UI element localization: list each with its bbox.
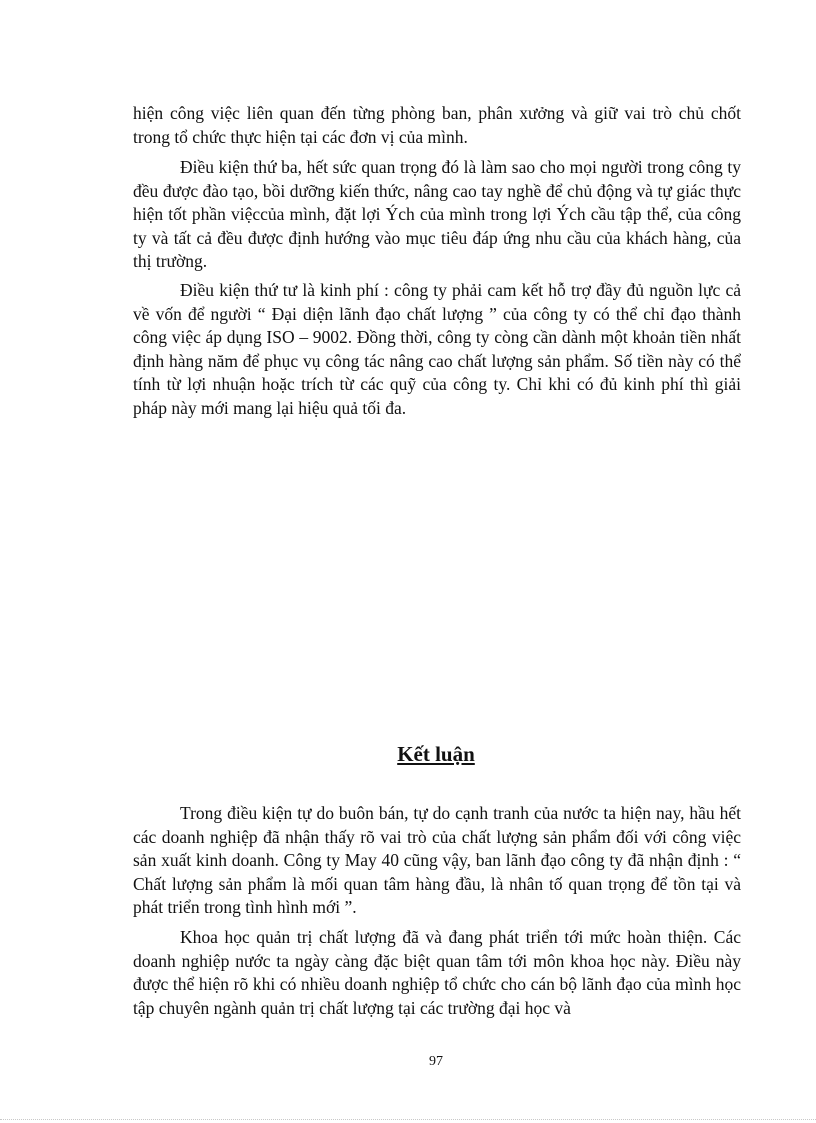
section-heading-conclusion: Kết luận [397,742,475,766]
paragraph-condition-four: Điều kiện thứ tư là kinh phí : công ty phải cam kết hỗ trợ đầy đủ nguồn lực cả về vốn để người “ Đại diện lãnh đạo chất lượng ” của công ty có thể chỉ đạo thành công việc áp dụng ISO – 9002. Đồng thời, công ty còng cần dành một khoản tiền nhất định hàng năm để phục vụ công tác nâng cao chất lượng sản phẩm. Số tiền này có thể tính từ lợi nhuận hoặc trích từ các quỹ của công ty. Chỉ khi có đủ kinh phí thì giải pháp này mới mang lại hiệu quả tối đa. [133,280,741,418]
paragraph-quality-management: Khoa học quản trị chất lượng đã và đang phát triển tới mức hoàn thiện. Các doanh nghiệp nước ta ngày càng đặc biệt quan tâm tới môn khoa học này. Điều này được thể hiện rõ khi có nhiều doanh nghiệp tổ chức cho cán bộ lãnh đạo của mình học tập chuyên ngành quản trị chất lượng tại các trường đại học và [133,927,741,1018]
paragraph-continuation: hiện công việc liên quan đến từng phòng ban, phân xưởng và giữ vai trò chủ chốt trong tổ chức thực hiện tại các đơn vị của mình. [133,103,741,147]
paragraph-conclusion-intro: Trong điều kiện tự do buôn bán, tự do cạnh tranh của nước ta hiện nay, hầu hết các doanh nghiệp đã nhận thấy rõ vai trò của chất lượng sản phẩm đối với công việc sản xuất kinh doanh. Công ty May 40 cũng vậy, ban lãnh đạo công ty đã nhận định : “ Chất lượng sản phẩm là mối quan tâm hàng đầu, là nhân tố quan trọng để tồn tại và phát triển trong tình hình mới ”. [133,803,741,917]
bottom-divider [0,1119,816,1120]
paragraph-condition-three: Điều kiện thứ ba, hết sức quan trọng đó là làm sao cho mọi người trong công ty đều được đào tạo, bồi dưỡng kiến thức, nâng cao tay nghề để chủ động và tự giác thực hiện tốt phần việccủa mình, đặt lợi Ých của mình trong lợi Ých cầu tập thể, của công ty và tất cả đều được định hướng vào mục tiêu đáp ứng nhu cầu của khách hàng, của thị trường. [133,157,741,271]
page-number: 97 [429,1054,443,1069]
